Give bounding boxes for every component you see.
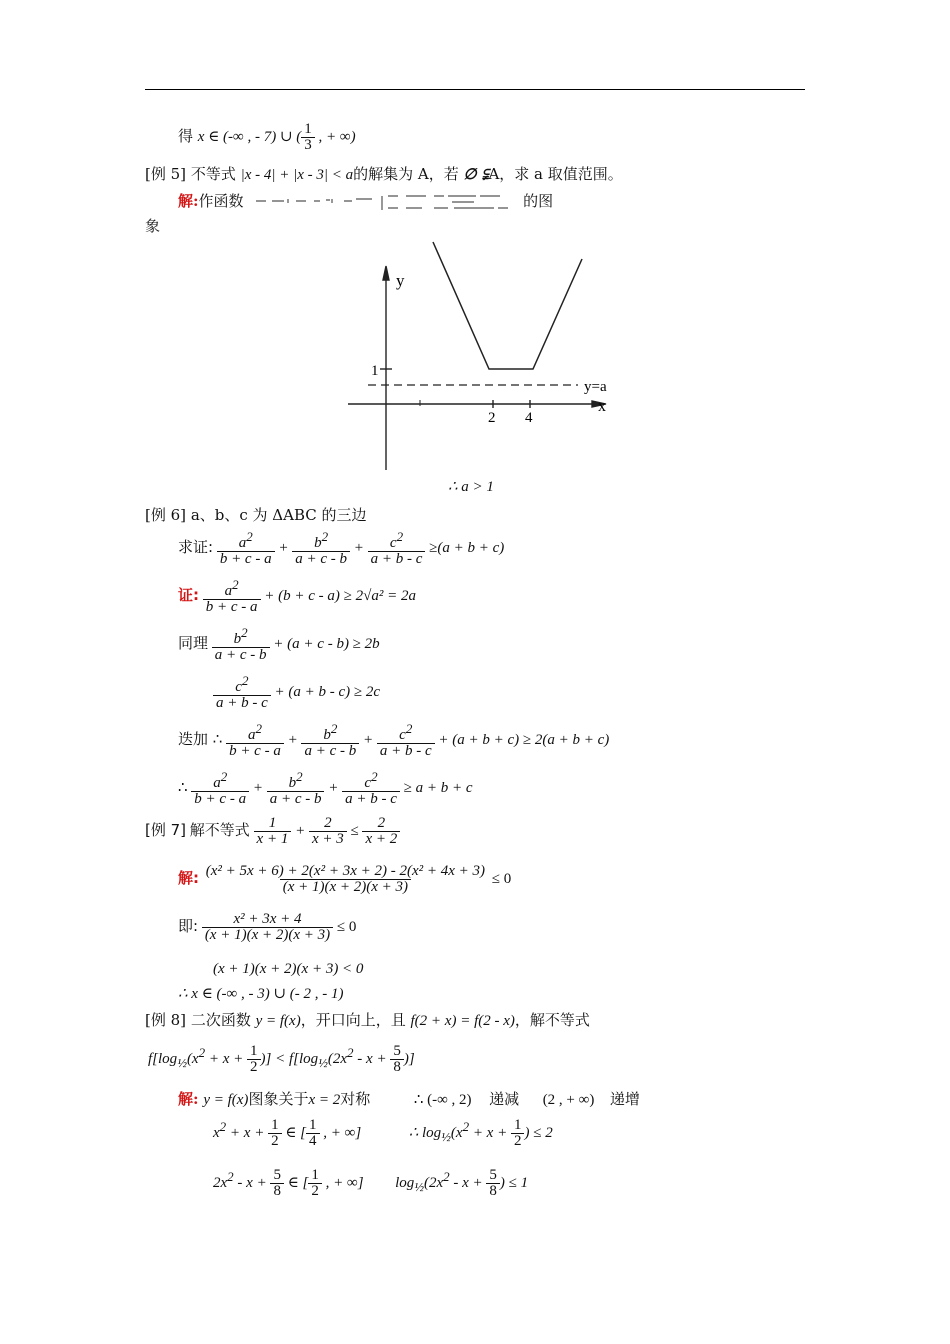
x-tick-label-2: 2 (488, 410, 496, 426)
ex8-text2: ，开口向上，且 (300, 1011, 406, 1029)
sol-tail: ≤ 0 (491, 870, 512, 887)
ex6-final-line: ∴ $\frac{a^2}{b + c - a}$ + $\frac{b^2}{a + c - b}$ + $\frac{c^2}{a + b - c}$ ≥ a + b + c (178, 769, 473, 807)
sol-increasing-interval: (2 , + ∞) (542, 1092, 595, 1108)
ji-denominator: (x + 1)(x + 2)(x + 3) (202, 927, 333, 943)
interval-math: x ∈ (-∞ , - 7) ∪ ( $\frac{1}{3}$ , + ∞) (197, 121, 356, 153)
solution-label: 解: (178, 868, 199, 887)
example-tag: [例 7] (145, 820, 187, 839)
ex7-line3: (x + 1)(x + 2)(x + 3) < 0 (213, 961, 364, 977)
example-6-statement (145, 508, 367, 523)
therefore: ∴ (178, 779, 188, 796)
proof-tail: + (b + c - a) ≥ 2√a² = 2a (264, 587, 417, 604)
ex5-inequality: |x - 4| + |x - 3| < a (240, 167, 354, 183)
ex8-text3: ，解不等式 (514, 1011, 590, 1029)
ex5-text2: 的解集为 A，若 (353, 165, 459, 183)
sol-text1: 图象关于 (248, 1090, 309, 1108)
ex6-add-line: 迭加 ∴ $\frac{a^2}{b + c - a}$ + $\frac{b^2}{a + c - b}$ + $\frac{c^2}{a + b - c}$ + (a + b + c) ≥ 2(a + b + c) (178, 721, 610, 759)
y-tick-label: 1 (371, 363, 379, 379)
example-5-solution (178, 191, 553, 213)
ex5-text3: A，求 a 取值范围。 (488, 165, 623, 183)
y-axis-label: y (396, 271, 405, 290)
example-7-statement: [例 7] 解不等式 $\frac{1}{x + 1}$ + $\frac{2}{x + 3}$ ≤ $\frac{2}{x + 2}$ (145, 816, 400, 847)
ex6-prove-line: 求证: $\frac{a^2}{b + c - a}$ + $\frac{b^2}{a + c - b}$ + $\frac{c^2}{a + b - c}$ ≥(a + b + c) (178, 529, 505, 567)
proof-label: 证: (178, 585, 199, 604)
ex8-condition: f(2 + x) = f(2 - x) (410, 1013, 515, 1029)
add-tail: + (a + b + c) ≥ 2(a + b + c) (438, 731, 610, 748)
function-graph (340, 238, 620, 473)
sol-numerator: (x² + 5x + 6) + 2(x² + 3x + 2) - 2(x² + 4x + 3) (205, 863, 486, 879)
ex8-range-line-2: $2x^2$ - x + $\frac{5}{8}$ ∈ [ $\frac{1}{2}$ , + ∞] $\log_{\frac{1}{2}}(2x^2$ - x + $\frac{5}{8}$ ) ≤ 1 (213, 1167, 529, 1199)
example-5-statement (145, 167, 623, 183)
same-label: 同理 (178, 633, 209, 652)
example-tag: [例 5] (145, 165, 187, 183)
ex8-inequality: $f[\log_{\frac{1}{2}}(x^2 + x$ + $\frac{1}{2}$ )] < $f[\log_{\frac{1}{2}}(2x^2$ - x + $\frac{5}{8}$ )] (148, 1043, 415, 1075)
ex5-text1: 不等式 (190, 165, 236, 183)
solution-label: 解: (178, 1090, 199, 1108)
sol-fx: y = f(x) (203, 1092, 249, 1108)
ji-tail: ≤ 0 (336, 918, 357, 935)
sol-text2: 对称 (340, 1090, 371, 1108)
sol-decreasing-label: 递减 (489, 1090, 520, 1108)
empty-set-symbol: ∅ ⫋ (463, 165, 489, 183)
x-axis-label: x (598, 398, 606, 415)
ex5-sol-tail1: 的图 (523, 192, 554, 210)
ex8-range-line-1: $x^2 + x$ + $\frac{1}{2}$ ∈ [ $\frac{1}{4}$ , + ∞] ∴ $\log_{\frac{1}{2}}(x^2 + x$ + $\frac{1}{2}$ ) ≤ 2 (213, 1117, 553, 1149)
piecewise-function-image (248, 191, 518, 213)
ex8-fx: y = f(x) (255, 1013, 301, 1029)
ex6-proof-line: 证: $\frac{a^2}{b + c - a}$ + (b + c - a) ≥ 2√a² = 2a (178, 577, 417, 615)
ex7-text: 解不等式 (189, 820, 250, 839)
y-arrow (383, 266, 389, 280)
ex5-conclusion: ∴ a > 1 (448, 479, 494, 495)
x-tick-label-4: 4 (525, 410, 533, 426)
prove-label: 求证: (178, 537, 214, 556)
sol-increasing-label: 递增 (609, 1090, 640, 1108)
ex8-text1: 二次函数 (190, 1011, 251, 1029)
ex8-solution-line (178, 1092, 640, 1108)
final-tail: ≥ a + b + c (403, 779, 473, 796)
ex5-sol-tail2: 象 (145, 217, 161, 235)
sol-axis: x = 2 (308, 1092, 341, 1108)
line-label-y-a: y=a (584, 379, 607, 395)
same-tail-1: + (a + c - b) ≥ 2b (273, 635, 380, 652)
ex6-same-line-2: $\frac{c^2}{a + b - c}$ + (a + b - c) ≥ 2c (213, 674, 380, 711)
ji-label: 即: (178, 916, 199, 935)
example-tag: [例 8] (145, 1011, 187, 1029)
example-8-statement (145, 1013, 590, 1029)
ex6-text: a、b、c 为 ΔABC 的三边 (190, 506, 367, 524)
graph-curve (433, 242, 582, 369)
prove-tail: ≥(a + b + c) (429, 539, 505, 556)
example-tag: [例 6] (145, 506, 187, 524)
ex6-same-line-1: 同理 $\frac{b^2}{a + c - b}$ + (a + c - b) ≥ 2b (178, 625, 380, 663)
interval-result (178, 122, 356, 153)
solution-label: 解: (178, 192, 199, 210)
ex7-line4: ∴ x ∈ (-∞ , - 3) ∪ (- 2 , - 1) (178, 986, 344, 1002)
header-rule (145, 89, 805, 90)
same-tail-2: + (a + b - c) ≥ 2c (274, 683, 381, 700)
ex5-sol-text: 作函数 (198, 192, 244, 210)
text-de: 得 (178, 126, 194, 145)
sol-denominator: (x + 1)(x + 2)(x + 3) (280, 879, 411, 895)
add-label: 迭加 ∴ (178, 729, 223, 748)
ex7-solution-line (178, 864, 511, 895)
ex7-ji-line (178, 912, 356, 943)
ji-numerator: x² + 3x + 4 (233, 911, 302, 927)
sol-decreasing-interval: ∴ (-∞ , 2) (413, 1092, 472, 1108)
